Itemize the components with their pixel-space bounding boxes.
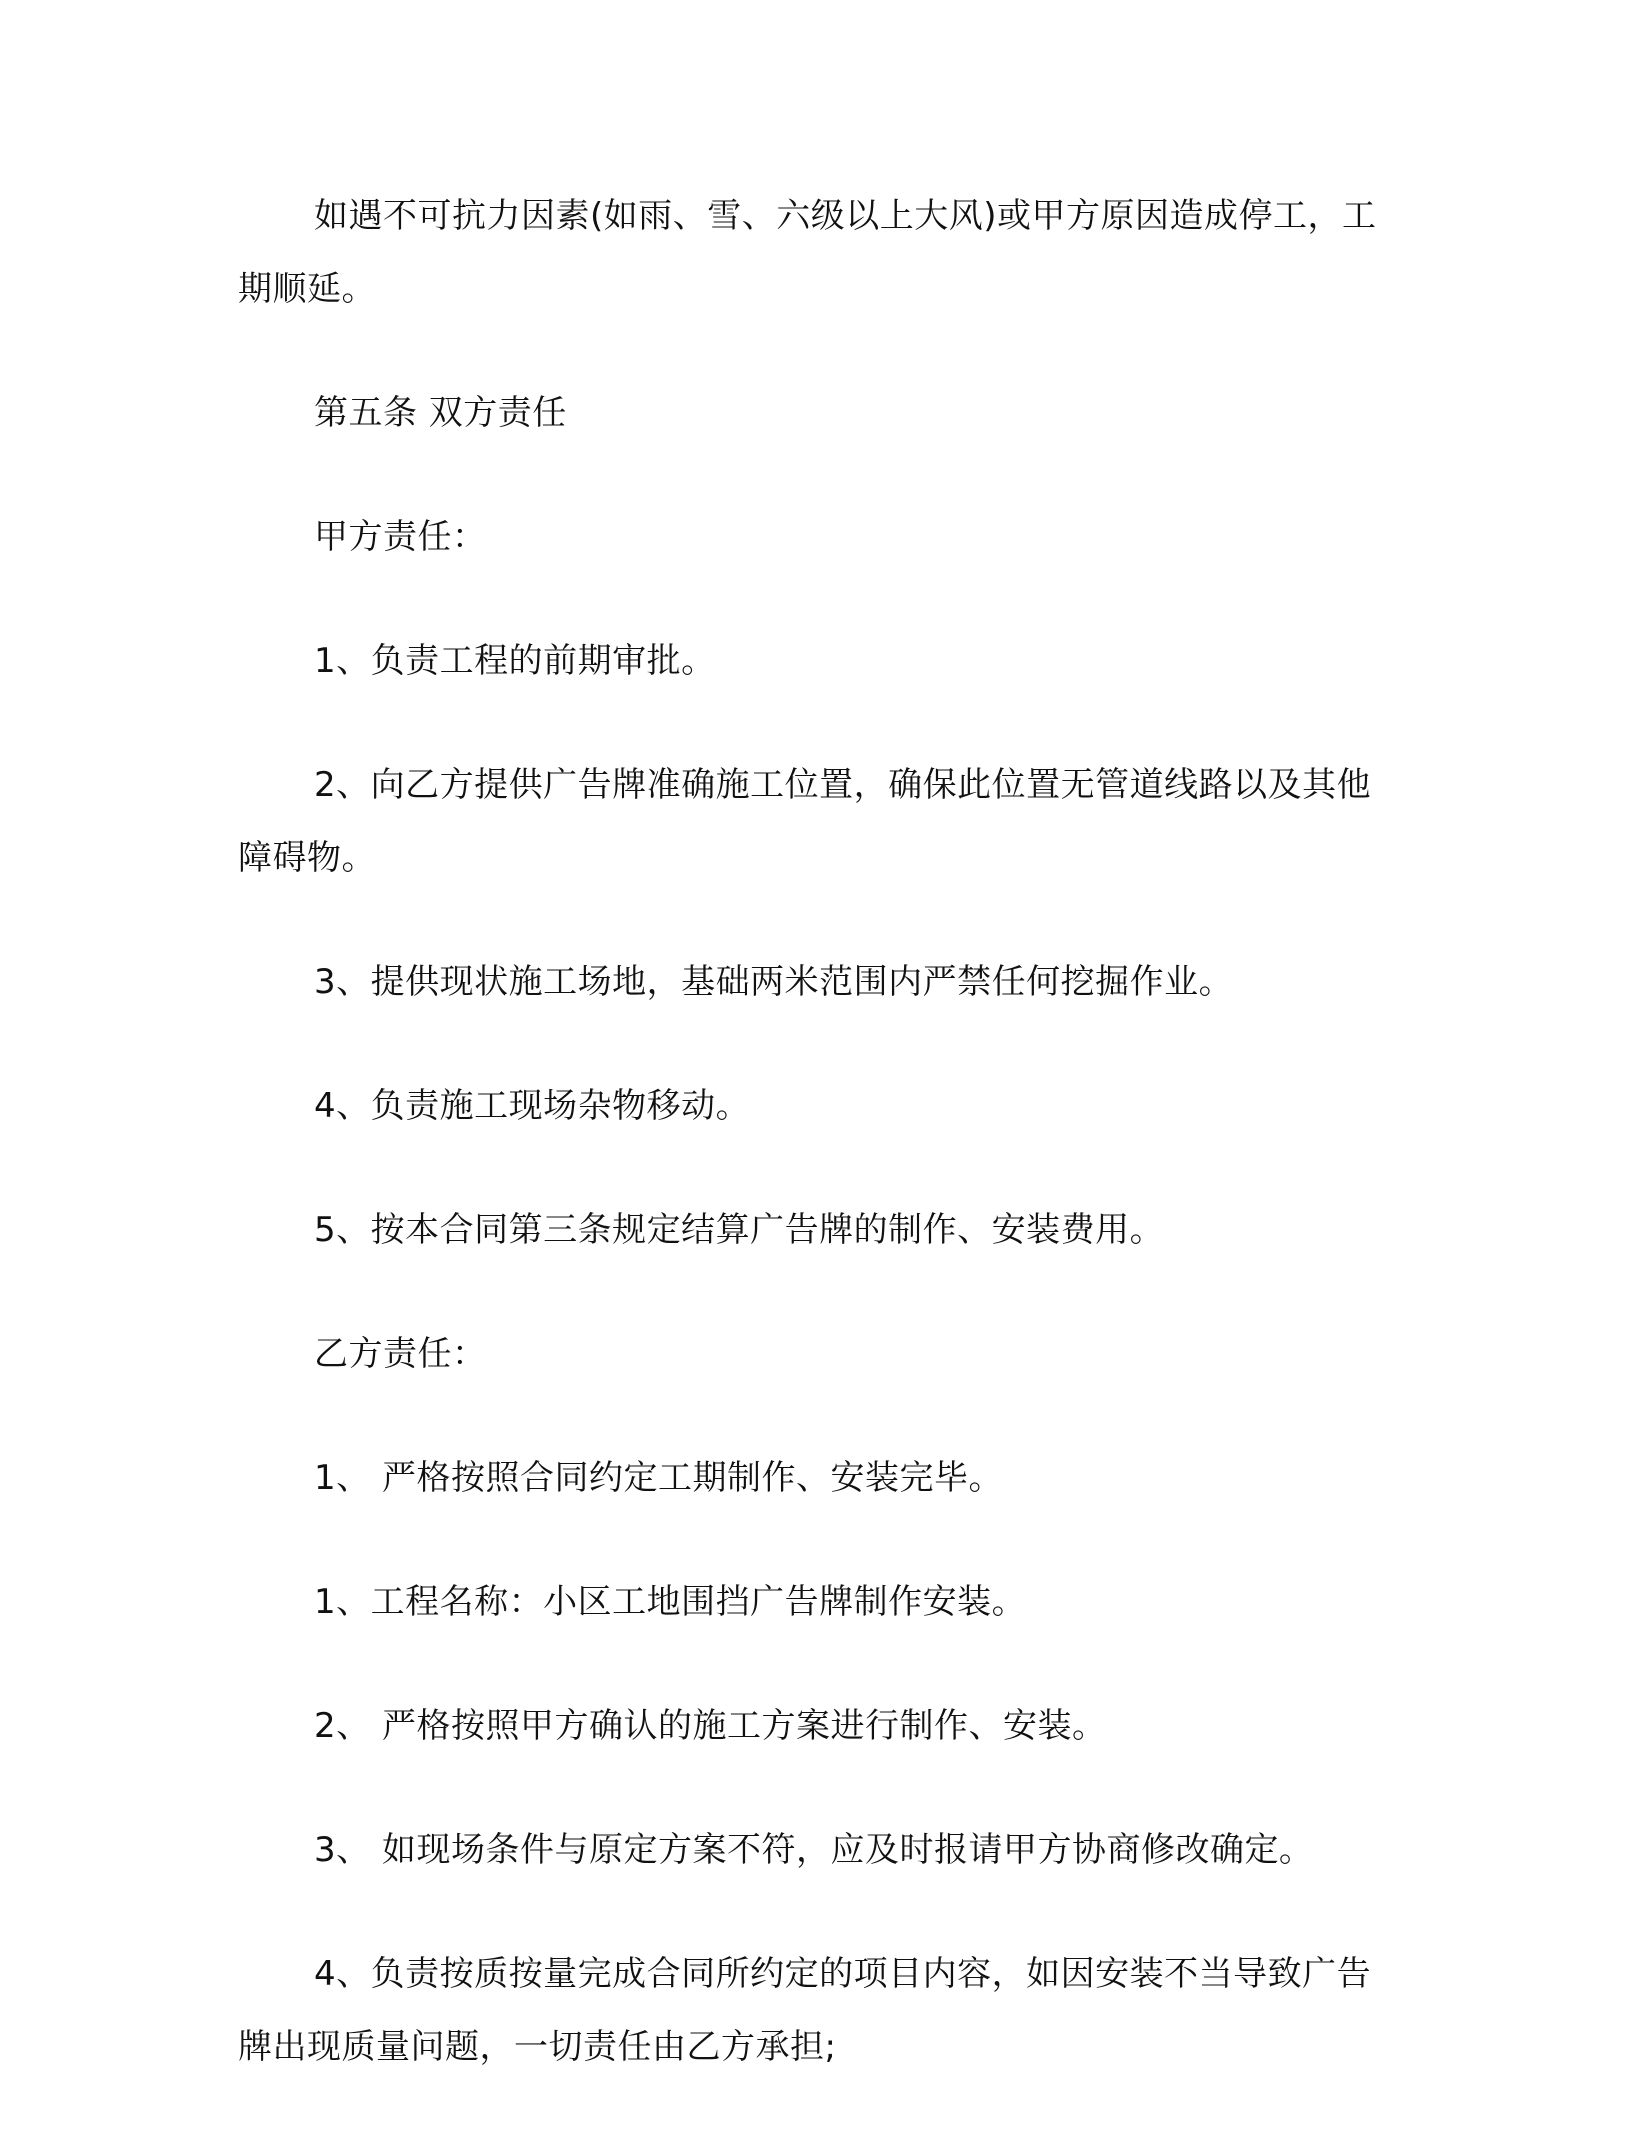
party-a-item-5: 5、按本合同第三条规定结算广告牌的制作、安装费用。 bbox=[314, 1210, 1165, 1250]
party-b-item-1b: 1、工程名称：小区工地围挡广告牌制作安装。 bbox=[314, 1582, 1027, 1622]
party-a-responsibilities-heading: 甲方责任： bbox=[314, 517, 487, 557]
party-a-item-3: 3、提供现状施工场地，基础两米范围内严禁任何挖掘作业。 bbox=[314, 962, 1234, 1002]
party-b-item-3: 3、 如现场条件与原定方案不符，应及时报请甲方协商修改确定。 bbox=[314, 1830, 1314, 1870]
section-heading-article-5: 第五条 双方责任 bbox=[314, 393, 567, 433]
document-body bbox=[238, 180, 1378, 2135]
party-b-item-1a: 1、 严格按照合同约定工期制作、安装完毕。 bbox=[314, 1458, 1003, 1498]
party-b-item-4: 4、负责按质按量完成合同所约定的项目内容，如因安装不当导致广告牌出现质量问题，一切责任由乙方承担; bbox=[238, 1954, 1372, 2067]
party-b-item-2: 2、 严格按照甲方确认的施工方案进行制作、安装。 bbox=[314, 1706, 1107, 1746]
paragraph-force-majeure: 如遇不可抗力因素(如雨、雪、六级以上大风)或甲方原因造成停工，工期顺延。 bbox=[238, 196, 1377, 309]
party-a-item-1: 1、负责工程的前期审批。 bbox=[314, 641, 716, 681]
party-b-responsibilities-heading: 乙方责任： bbox=[314, 1334, 487, 1374]
party-a-item-4: 4、负责施工现场杂物移动。 bbox=[314, 1086, 751, 1126]
party-a-item-2: 2、向乙方提供广告牌准确施工位置，确保此位置无管道线路以及其他障碍物。 bbox=[238, 765, 1372, 878]
